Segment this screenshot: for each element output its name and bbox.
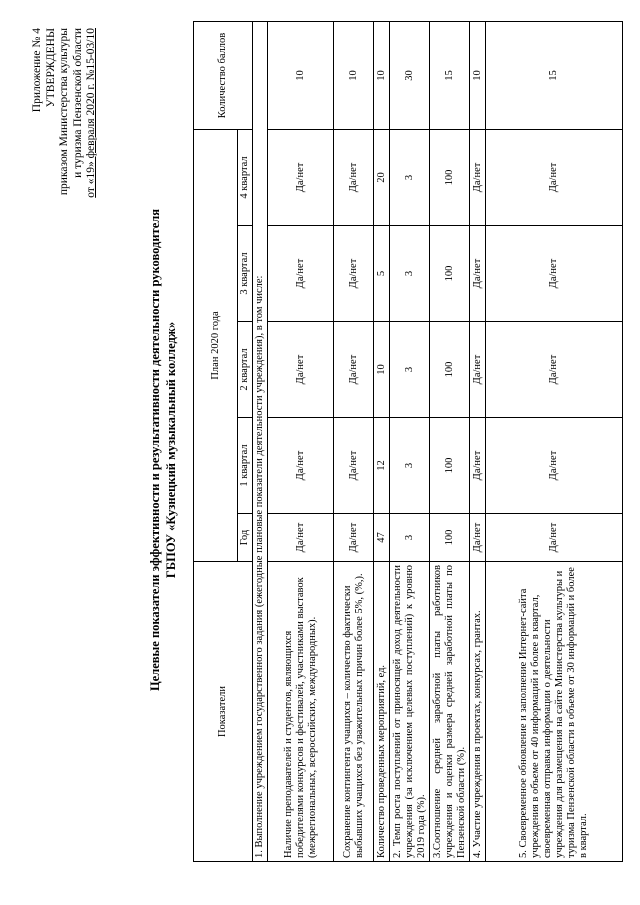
year-cell: 100	[430, 514, 470, 562]
q4-cell: 100	[430, 129, 470, 225]
q3-cell: Да/нет	[268, 226, 334, 322]
table-row	[390, 21, 430, 861]
header-q1: 1 квартал	[238, 418, 253, 514]
order-line: приказом Министерства культуры	[58, 28, 70, 196]
ministry-line: и туризма Пензенской области	[71, 28, 84, 178]
approval-block	[31, 28, 99, 198]
title-line-1: Целевые показатели эффективности и результативности деятельности руководителя	[148, 208, 162, 692]
year-cell: Да/нет	[470, 514, 486, 562]
q4-cell: Да/нет	[486, 129, 623, 225]
indicators-table	[193, 21, 623, 862]
approved-label: УТВЕРЖДЕНЫ	[44, 28, 57, 108]
q2-cell: Да/нет	[486, 322, 623, 418]
q3-cell: Да/нет	[334, 226, 374, 322]
q1-cell: 12	[374, 418, 390, 514]
title-line-2: ГБПОУ «Кузнецкий музыкальный колледж»	[164, 321, 178, 579]
points-cell: 10	[470, 21, 486, 129]
indicator-cell: Наличие преподавателей и студентов, являющихся победителями конкурсов и фестивалей, участниками выставок (межрегиональных, всероссийских, международных).	[268, 562, 334, 862]
header-plan: План 2020 года	[194, 129, 238, 561]
header-q3: 3 квартал	[238, 226, 253, 322]
indicator-cell: 5. Своевременное обновление и заполнение Интернет-сайта учреждения в объеме от 40 информаций и более в квартал, своевременная отправка информации о деятельности учреждения для размещения на сайте Министерства культуры и туризма Пензенской области в объеме от 30 информаций и более в квартал.	[486, 562, 623, 862]
header-row-1	[194, 21, 238, 861]
q4-cell: 3	[390, 129, 430, 225]
header-q2: 2 квартал	[238, 322, 253, 418]
header-q4: 4 квартал	[238, 129, 253, 225]
q1-cell: Да/нет	[268, 418, 334, 514]
q1-cell: 3	[390, 418, 430, 514]
q4-cell: Да/нет	[268, 129, 334, 225]
indicator-cell: Сохранение контингента учащихся – количество фактически выбывших учащихся без уважительных причин более 5%, (%,).	[334, 562, 374, 862]
year-cell: Да/нет	[268, 514, 334, 562]
document-title	[147, 20, 179, 880]
q3-cell: 5	[374, 226, 390, 322]
indicator-cell: 3.Соотношение средней заработной платы работников учреждения и оценки размера средней заработной платы по Пензенской области (%).	[430, 562, 470, 862]
year-cell: 47	[374, 514, 390, 562]
q2-cell: 3	[390, 322, 430, 418]
q2-cell: Да/нет	[268, 322, 334, 418]
q4-cell: 20	[374, 129, 390, 225]
table-row	[268, 21, 334, 861]
year-cell: Да/нет	[486, 514, 623, 562]
points-cell: 15	[486, 21, 623, 129]
table-row	[374, 21, 390, 861]
q2-cell: 10	[374, 322, 390, 418]
year-cell: 3	[390, 514, 430, 562]
q1-cell: Да/нет	[486, 418, 623, 514]
points-cell: 10	[268, 21, 334, 129]
points-cell: 30	[390, 21, 430, 129]
q2-cell: Да/нет	[470, 322, 486, 418]
q3-cell: 100	[430, 226, 470, 322]
year-cell: Да/нет	[334, 514, 374, 562]
table-row	[470, 21, 486, 861]
points-cell: 10	[334, 21, 374, 129]
order-date-line: от «19» февраля 2020 г. №15-03/10	[85, 28, 97, 198]
points-cell: 10	[374, 21, 390, 129]
q3-cell: Да/нет	[486, 226, 623, 322]
table-row	[430, 21, 470, 861]
document-sheet	[25, 20, 625, 880]
q4-cell: Да/нет	[470, 129, 486, 225]
table-row	[486, 21, 623, 861]
indicator-cell: Количество проведенных мероприятий, ед.	[374, 562, 390, 862]
header-points: Количество баллов	[194, 21, 253, 129]
q3-cell: 3	[390, 226, 430, 322]
section-title: 1. Выполнение учреждением государственного задания (ежегодные плановые показатели деятельности учреждения), в том числе:	[253, 21, 268, 861]
appendix-number: Приложение № 4	[31, 28, 43, 113]
q4-cell: Да/нет	[334, 129, 374, 225]
points-cell: 15	[430, 21, 470, 129]
q2-cell: Да/нет	[334, 322, 374, 418]
q1-cell: Да/нет	[334, 418, 374, 514]
table-row	[334, 21, 374, 861]
indicator-cell: 4. Участие учреждения в проектах, конкурсах, грантах.	[470, 562, 486, 862]
header-year: Год	[238, 514, 253, 562]
indicator-cell: 2. Темп роста поступлений от приносящей доход деятельности учреждения (за исключением целевых поступлений) к уровню 2019 года (%).	[390, 562, 430, 862]
q1-cell: 100	[430, 418, 470, 514]
q2-cell: 100	[430, 322, 470, 418]
q3-cell: Да/нет	[470, 226, 486, 322]
header-indicators: Показатели	[194, 562, 253, 862]
q1-cell: Да/нет	[470, 418, 486, 514]
section-row	[253, 21, 268, 861]
